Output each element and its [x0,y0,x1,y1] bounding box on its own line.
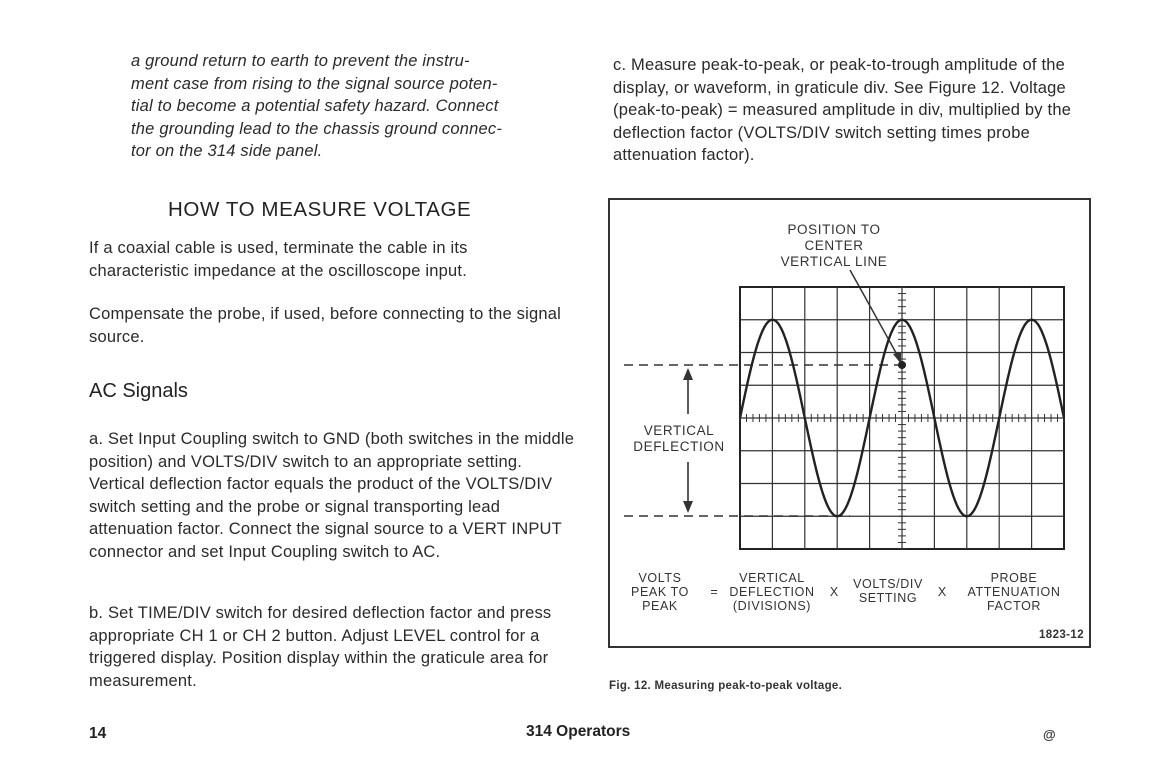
position-label: POSITION TO [787,222,881,237]
warning-line: ment case from rising to the signal source poten- [131,74,498,93]
position-pointer [850,270,900,360]
formula-term-probe: PROBE [990,571,1038,585]
position-label: CENTER [804,238,864,253]
grounding-warning [131,50,571,163]
compensate-paragraph: Compensate the probe, if used, before connecting to the signal source. [89,305,561,346]
step-a-paragraph: a. Set Input Coupling switch to GND (both switches in the middle position) and VOLTS/DIV switch to an appropriate setting. Vertical deflection factor equals the product of the VOLTS/DIV switch setting and the probe or signal transporting lead attenuation factor. Connect the signal source to a VERT INPUT connector and set Input Coupling switch to AC. [89,430,575,561]
formula-term-volts: VOLTS [638,571,682,585]
formula-term-probe: ATTENUATION [967,585,1061,599]
formula-term-voltsdiv: SETTING [858,591,918,605]
page-number: 14 [89,725,107,742]
warning-line: tial to become a potential safety hazard. Connect [131,97,499,115]
figure-caption: Fig. 12. Measuring peak-to-peak voltage. [609,680,843,692]
coax-paragraph: If a coaxial cable is used, terminate the cable in its characteristic impedance at the oscilloscope input. [89,239,468,280]
formula-term-voltsdiv: VOLTS/DIV [853,577,923,591]
vertical-deflection-label: VERTICAL [643,423,715,438]
peak-dot [898,361,906,369]
section-title: HOW TO MEASURE VOLTAGE [168,198,472,221]
warning-line: a ground return to earth to prevent the instru- [131,52,470,70]
manual-title: 314 Operators [526,723,631,740]
formula-term-probe: FACTOR [986,599,1042,613]
step-b-paragraph: b. Set TIME/DIV switch for desired deflection factor and press appropriate CH 1 or CH 2 button. Adjust LEVEL control for a triggered display. Position display within the graticule area for measurement. [89,604,552,690]
formula-term-deflection: DEFLECTION [729,585,815,599]
warning-line: tor on the 314 side panel. [131,142,323,160]
ac-signals-heading: AC Signals [89,380,188,402]
formula-term-deflection: (DIVISIONS) [732,599,812,613]
step-c-paragraph: c. Measure peak-to-peak, or peak-to-trough amplitude of the display, or waveform, in graticule div. See Figure 12. Voltage (peak-to-peak) = measured amplitude in div, multiplied by the deflection factor (VOLTS/DIV switch setting times probe attenuation factor). [613,56,1072,164]
formula-term-deflection: VERTICAL [739,571,805,585]
figure-id: 1823-12 [1038,629,1084,641]
formula-term-volts: PEAK [642,599,678,613]
formula-term-volts: PEAK TO [631,585,689,599]
graticule [740,287,1064,549]
formula-times: X [829,585,839,599]
warning-line: the grounding lead to the chassis ground connec- [131,119,503,138]
vertical-deflection-label: DEFLECTION [633,439,725,454]
formula-times: X [937,585,947,599]
position-label: VERTICAL LINE [780,254,888,269]
formula-equals: = [710,585,718,599]
figure-12 [608,198,1091,648]
footer-mark: @ [1043,727,1056,742]
arrowhead-down [683,501,693,513]
figure-diagram [610,200,1089,646]
arrowhead-up [683,368,693,380]
